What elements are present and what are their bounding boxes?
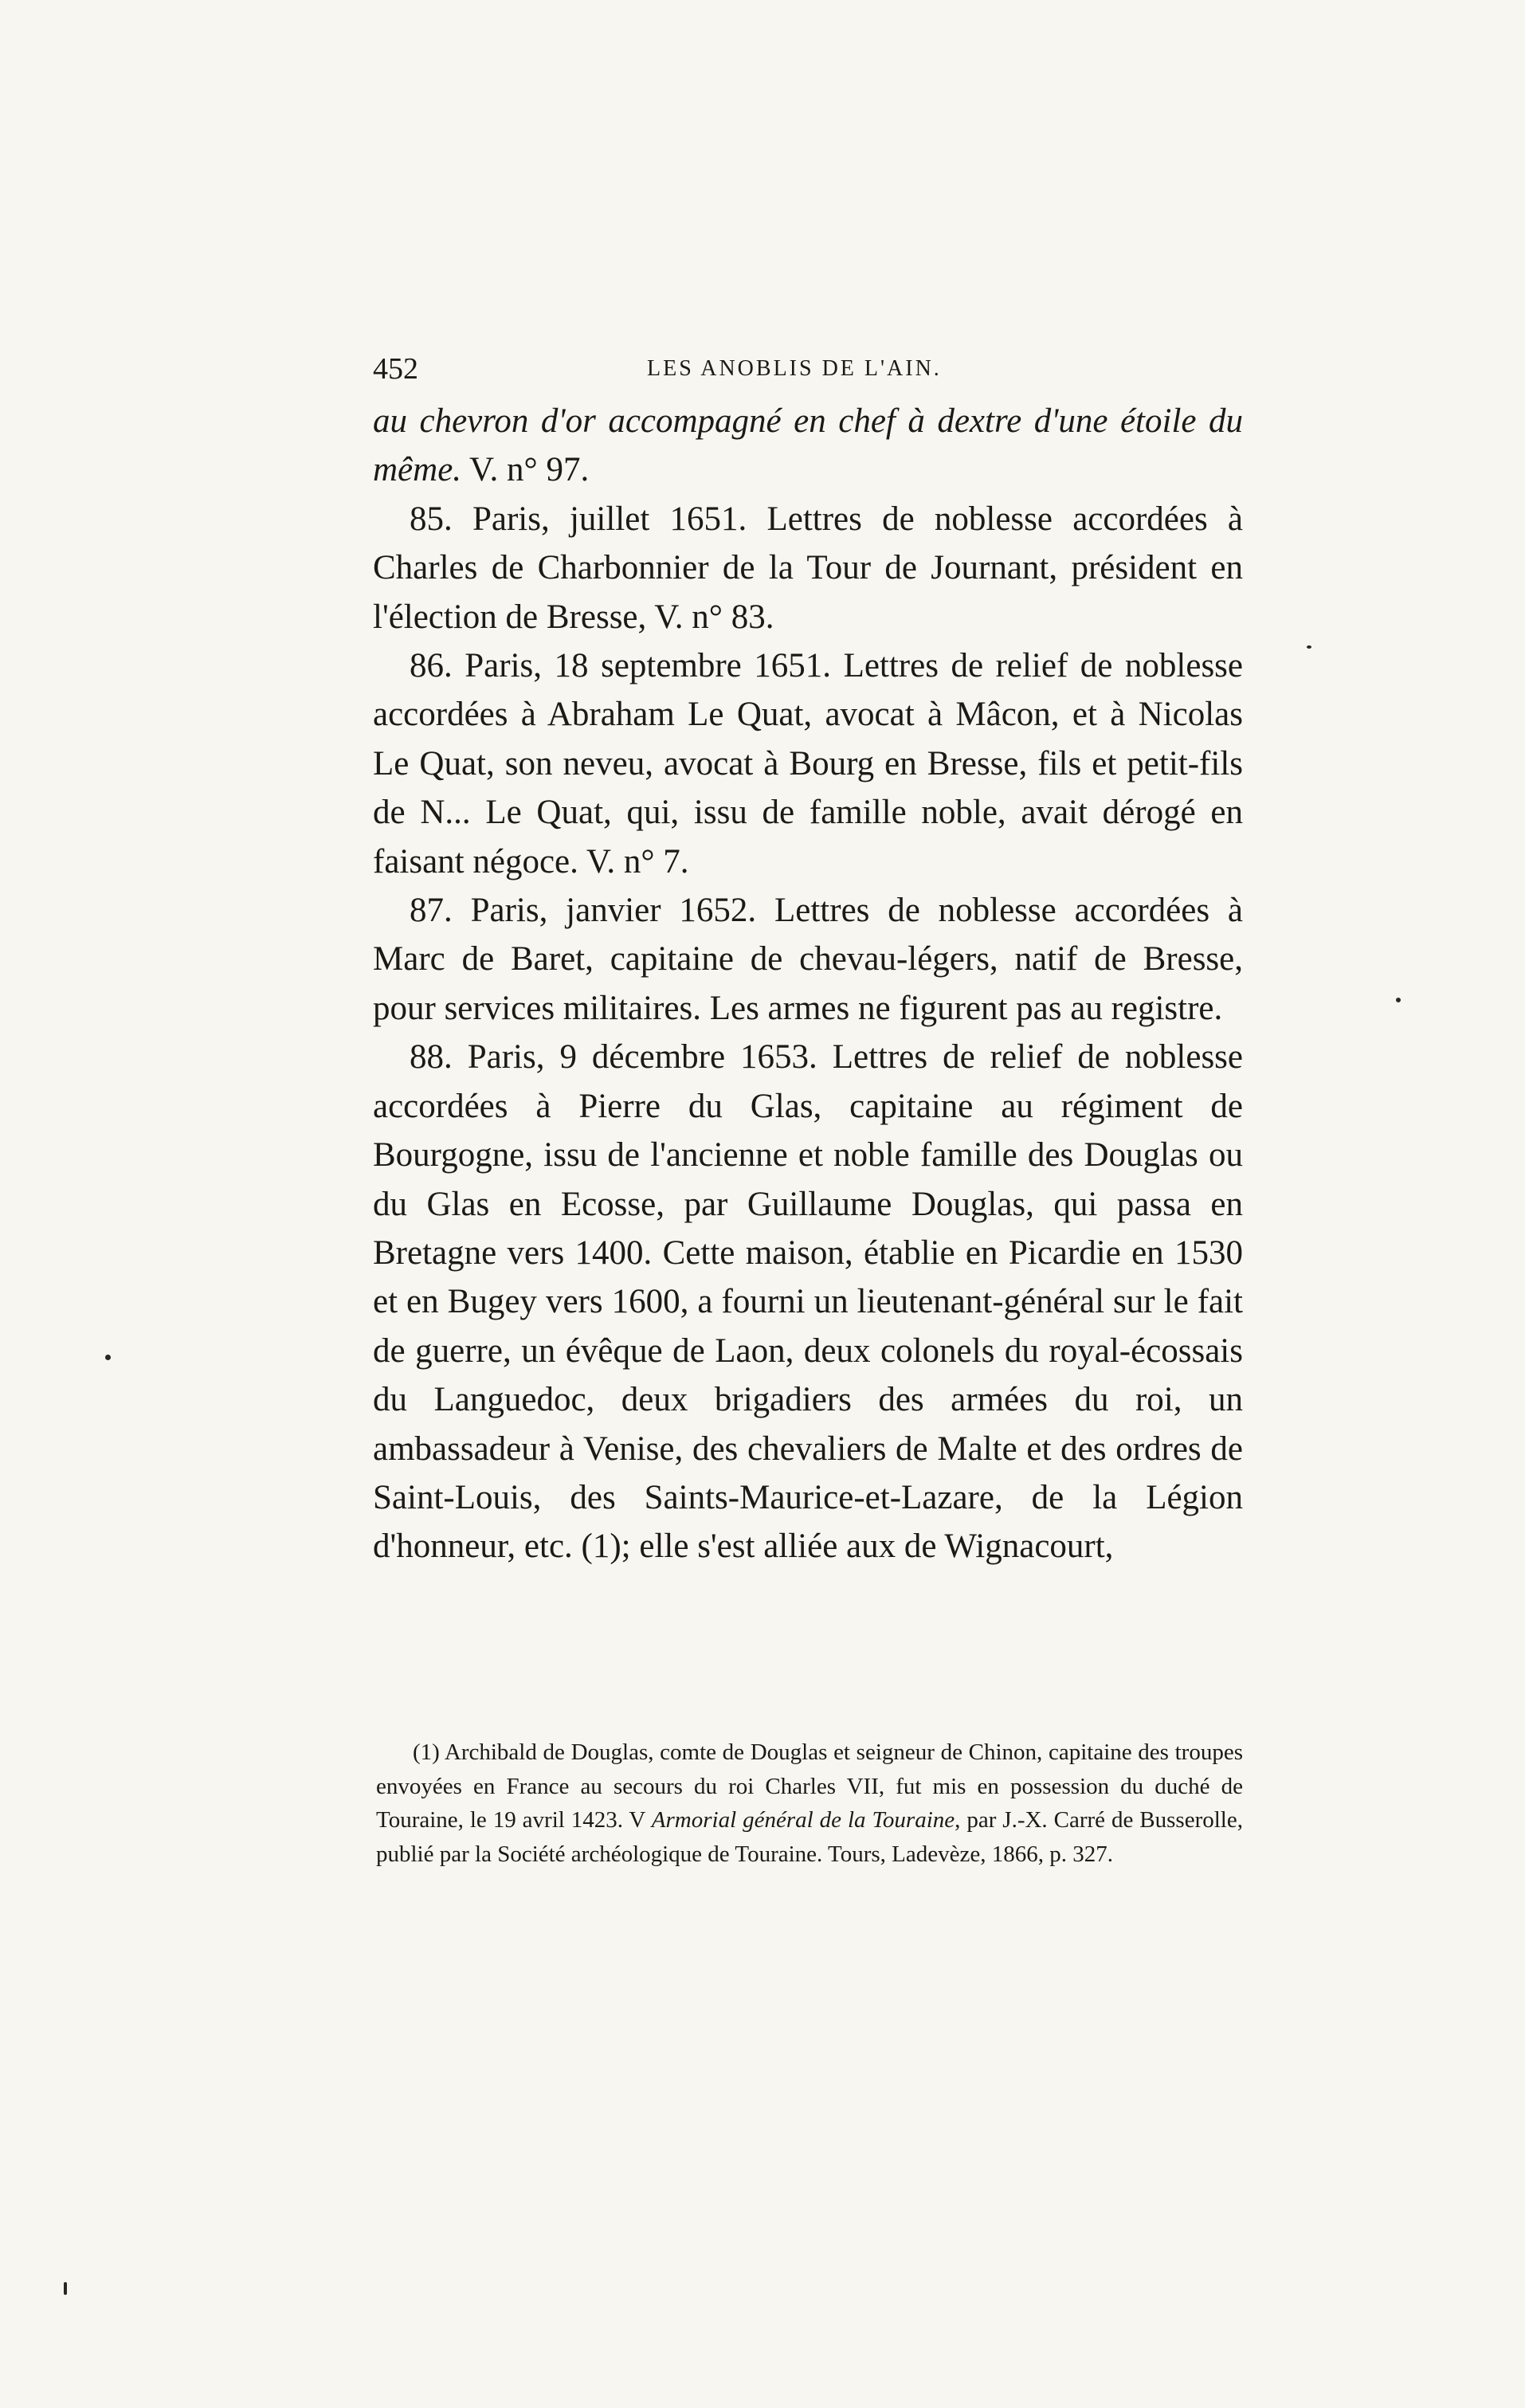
entry-86: 86. Paris, 18 septembre 1651. Lettres de relief de noblesse accordées à Abraham Le Quat, avocat à Mâcon, et à Nicolas Le Quat, son neveu, avocat à Bourg en Bresse, fils et petit-fils de N... Le Quat, qui, issu de famille noble, avait dérogé en faisant négoce. V. n° 7.	[373, 647, 1243, 880]
margin-speck	[105, 1355, 111, 1360]
footnote	[376, 1735, 1243, 1871]
footnote-book-title: Armorial général de la Touraine	[651, 1807, 955, 1833]
entry-87: 87. Paris, janvier 1652. Lettres de noblesse accordées à Marc de Baret, capitaine de chevau-légers, natif de Bresse, pour services militaires. Les armes ne figurent pas au registre.	[373, 892, 1243, 1027]
running-title: LES ANOBLIS DE L'AIN.	[647, 356, 942, 381]
running-head	[373, 349, 1241, 389]
margin-speck	[1396, 998, 1401, 1002]
entry-85: 85. Paris, juillet 1651. Lettres de noblesse accordées à Charles de Charbonnier de la Tour de Journant, président en l'élection de Bresse, V. n° 83.	[373, 500, 1243, 636]
entry-88: 88. Paris, 9 décembre 1653. Lettres de relief de noblesse accordées à Pierre du Glas, capitaine au régiment de Bourgogne, issu de l'ancienne et noble famille des Douglas ou du Glas en Ecosse, par Guillaume Douglas, qui passa en Bretagne vers 1400. Cette maison, établie en Picardie en 1530 et en Bugey vers 1600, a fourni un lieutenant-général sur le fait de guerre, un évêque de Laon, deux colonels du royal-écossais du Languedoc, deux brigadiers des armées du roi, un ambassadeur à Venise, des chevaliers de Malte et des ordres de Saint-Louis, des Saints-Maurice-et-Lazare, de la Légion d'honneur, etc. (1); elle s'est alliée aux de Wignacourt,	[373, 1038, 1243, 1566]
footnote-1	[376, 1735, 1243, 1871]
opening-continuation	[373, 397, 1243, 495]
page-number: 452	[373, 352, 418, 386]
opening-italic: au chevron d'or accompagné en chef à dextre d'une étoile du même.	[373, 402, 1243, 489]
opening-reference: V. n° 97.	[461, 451, 590, 489]
body-text	[373, 397, 1243, 1571]
margin-speck	[64, 2282, 67, 2295]
margin-speck	[1307, 645, 1311, 649]
footnote-text-start: (1) Archibald de Douglas, comte de Douglas et seigneur de Chinon, capitaine des troupes envoyées en France au secours du roi Charles VII, fut mis en possession du duché de Touraine, le 19 avril 1423. V	[376, 1739, 1243, 1833]
footnote-text-end: , par J.-X. Carré de Busserolle, publié par la Société archéologique de Touraine. Tours, Ladevèze, 1866, p. 327.	[376, 1807, 1243, 1867]
